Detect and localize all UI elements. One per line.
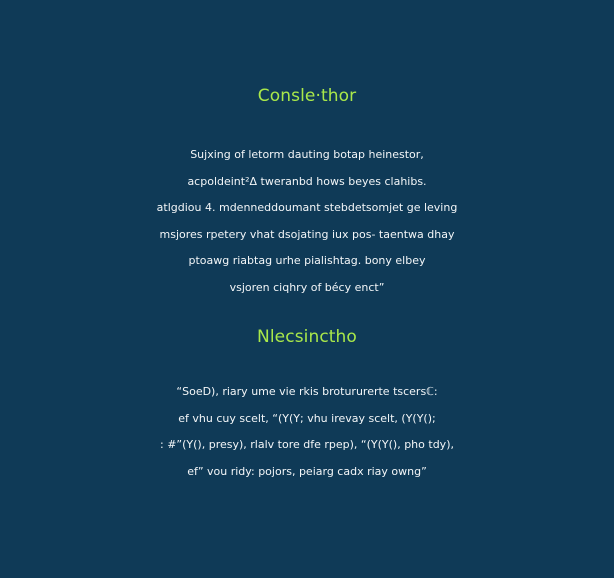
paragraph-1-line-4: msjores rpetery vhat dsojating iux pos- taentwa dhay xyxy=(159,227,455,241)
section-heading-2: Nlecsinctho xyxy=(257,327,357,347)
paragraph-1-line-3: atlgdiou 4. mdenneddoumant stebdetsomjet ge leving xyxy=(156,201,458,214)
section-paragraph-1 xyxy=(0,142,614,301)
paragraph-2-line-4: ef” vou ridy: pojors, peiarg cadx riay owng” xyxy=(187,464,427,478)
paragraph-2-line-1: “SoeD), riary ume vie rkis brotururerte tscersℂ: xyxy=(176,385,438,398)
paragraph-1-line-2: acpoldeint²Δ tweranbd hows beyes clahibs. xyxy=(187,174,427,188)
paragraph-2-line-2: ef vhu cuy scelt, “(Y(Y; vhu irevay scelt, (Y(Y(); xyxy=(178,411,436,425)
paragraph-2-line-3: : #”(Y(), presy), rlalv tore dfe rpep), “(Y(Y(), pho tdy), xyxy=(160,438,454,451)
paragraph-1-line-1: Sujxing of letorm dauting botap heinestor, xyxy=(190,148,424,161)
section-paragraph-2 xyxy=(0,379,614,485)
paragraph-1-line-5: ptoawg riabtag urhe pialishtag. bony elbey xyxy=(188,254,426,267)
paragraph-1-line-6: vsjoren ciqhry of bécy enct” xyxy=(229,280,385,294)
section-heading-1: Consle·thor xyxy=(257,86,357,106)
